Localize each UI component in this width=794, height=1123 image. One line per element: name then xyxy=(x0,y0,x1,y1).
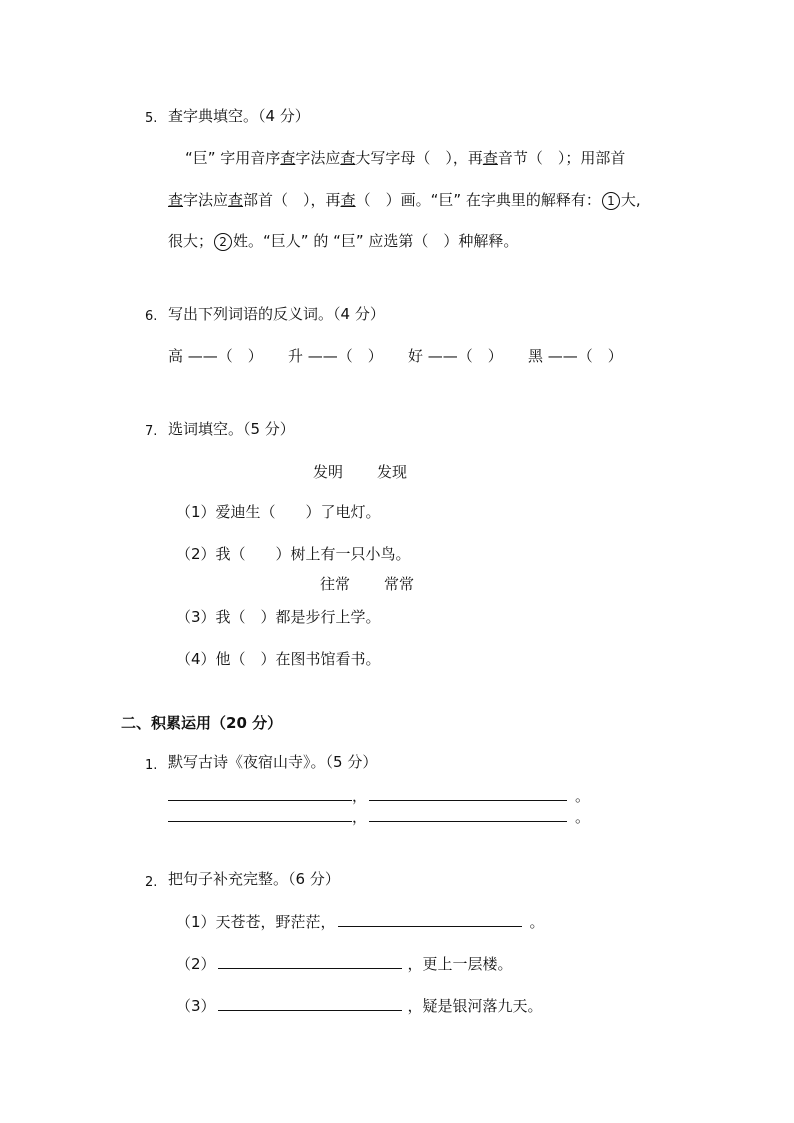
q7-sentence-4: （4）他（ ）在图书馆看书。 xyxy=(176,650,381,668)
q7-word-option: 发现 xyxy=(377,463,408,481)
answer-blank[interactable] xyxy=(369,786,567,801)
p2-title: 把句子补充完整。（6 分） xyxy=(168,870,340,888)
circled-number-2: 2 xyxy=(214,233,232,251)
p2-sentence-3: （3） ，疑是银河落九天。 xyxy=(176,997,543,1015)
q7-title: 选词填空。（5 分） xyxy=(168,420,295,438)
p2-number: 2. xyxy=(145,875,158,890)
q6-item-3: 好 ——（ ） xyxy=(408,347,503,365)
p2-sentence-1: （1）天苍苍，野茫茫， 。 xyxy=(176,913,545,931)
q5-paragraph-line1: “巨” 字用音序查字法应查大写字母（ ），再查音节（ ）；用部首 xyxy=(185,149,626,167)
poem-line-2: ， 。 xyxy=(168,807,590,827)
q6-title: 写出下列词语的反义词。（4 分） xyxy=(168,305,385,323)
q7-word-option: 发明 xyxy=(313,463,344,481)
q7-sentence-1: （1）爱迪生（ ）了电灯。 xyxy=(176,503,381,521)
q6-number: 6. xyxy=(145,309,158,324)
answer-blank[interactable] xyxy=(338,912,522,927)
answer-blank[interactable] xyxy=(369,807,567,822)
q7-sentence-3: （3）我（ ）都是步行上学。 xyxy=(176,608,381,626)
q7-word-option: 常常 xyxy=(384,575,415,593)
q7-word-option: 往常 xyxy=(320,575,351,593)
q7-sentence-2: （2）我（ ）树上有一只小鸟。 xyxy=(176,545,411,563)
answer-blank[interactable] xyxy=(168,786,352,801)
answer-blank[interactable] xyxy=(218,996,402,1011)
q5-paragraph-line2: 查字法应查部首（ ），再查（ ）画。“巨” 在字典里的解释有： 1 大, xyxy=(168,191,641,209)
answer-blank[interactable] xyxy=(218,954,402,969)
q5-number: 5. xyxy=(145,111,158,126)
q6-item-4: 黑 ——（ ） xyxy=(528,347,623,365)
section-heading: 二、积累运用（20 分） xyxy=(121,714,283,732)
q5-title: 查字典填空。（4 分） xyxy=(168,107,310,125)
q7-number: 7. xyxy=(145,424,158,439)
q6-item-2: 升 ——（ ） xyxy=(288,347,383,365)
p1-title: 默写古诗《夜宿山寺》。（5 分） xyxy=(168,753,378,771)
poem-line-1: ， 。 xyxy=(168,786,590,806)
p1-number: 1. xyxy=(145,758,158,773)
p2-sentence-2: （2） ，更上一层楼。 xyxy=(176,955,513,973)
q6-item-1: 高 ——（ ） xyxy=(168,347,263,365)
answer-blank[interactable] xyxy=(168,807,352,822)
circled-number-1: 1 xyxy=(602,192,620,210)
q5-paragraph-line3: 很大； 2 姓。“巨人” 的 “巨” 应选第（ ）种解释。 xyxy=(168,232,519,250)
